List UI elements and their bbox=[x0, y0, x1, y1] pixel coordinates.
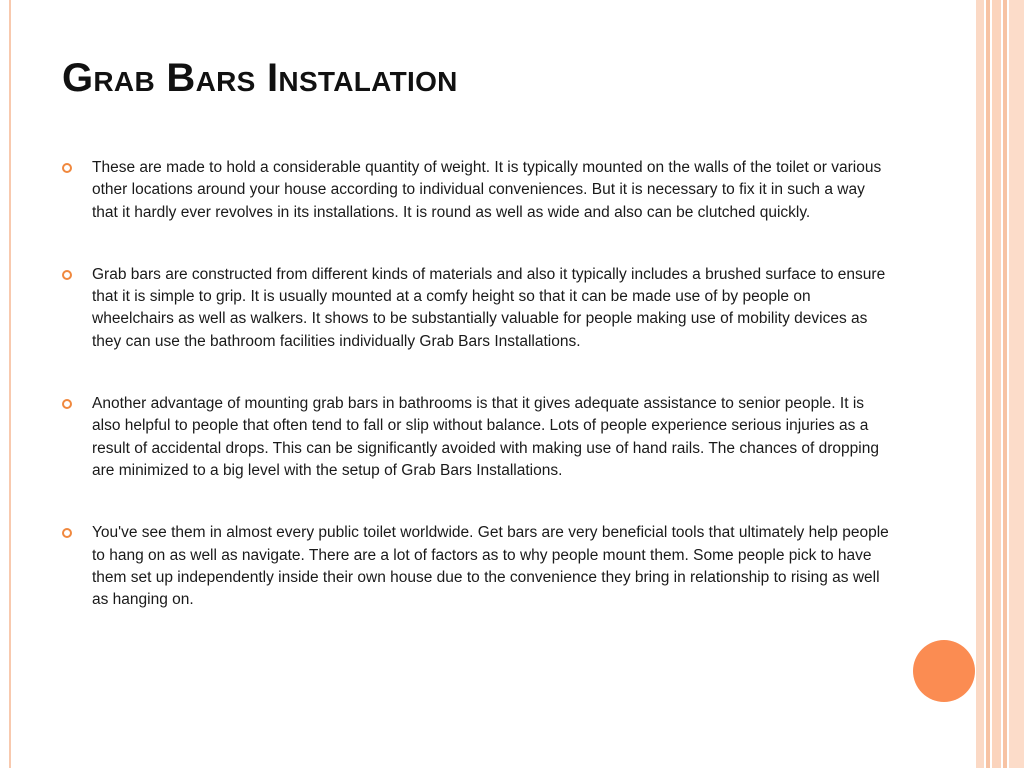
bullet-icon bbox=[62, 399, 72, 409]
left-frame-line bbox=[9, 0, 11, 768]
bullet-item bbox=[60, 522, 890, 611]
bullet-icon bbox=[62, 163, 72, 173]
right-stripe bbox=[992, 0, 1001, 768]
right-stripe bbox=[986, 0, 990, 768]
bullet-item bbox=[60, 157, 890, 224]
bullet-item bbox=[60, 393, 890, 482]
bullet-text: Another advantage of mounting grab bars in bathrooms is that it gives adequate assistance to senior people. It is also helpful to people that often tend to fall or slip without balance. Lots of people experience serious injuries as a result of accidental drops. This can be significantly avoided with making use of hand rails. The chances of dropping are minimized to a big level with the setup of Grab Bars Installations. bbox=[92, 395, 879, 479]
bullet-icon bbox=[62, 528, 72, 538]
bullet-item bbox=[60, 264, 890, 353]
bullet-text: You've see them in almost every public toilet worldwide. Get bars are very beneficial tools that ultimately help people to hang on as well as navigate. There are a lot of factors as to why people mount them. Some people pick to have them set up independently inside their own house due to the convenience they bring in relationship to rising as well as hanging on. bbox=[92, 524, 889, 609]
bullet-text: These are made to hold a considerable quantity of weight. It is typically mounted on the walls of the toilet or various other locations around your house according to individual conveniences. But it is necessary to fix it in such a way that it hardly ever revolves in its installations. It is round as well as wide and also can be clutched quickly. bbox=[92, 159, 882, 221]
slide-title: Grab Bars Instalation bbox=[62, 56, 458, 100]
bullet-list bbox=[60, 157, 890, 651]
right-stripe bbox=[1009, 0, 1024, 768]
bullet-icon bbox=[62, 270, 72, 280]
bullet-text: Grab bars are constructed from different kinds of materials and also it typically includes a brushed surface to ensure that it is simple to grip. It is usually mounted at a comfy height so that it can be made use of by people on wheelchairs as well as walkers. It shows to be substantially valuable for people making use of mobility devices as they can use the bathroom facilities individually Grab Bars Installations. bbox=[92, 265, 886, 350]
right-stripe bbox=[976, 0, 984, 768]
right-stripe bbox=[1003, 0, 1007, 768]
orange-circle-decoration bbox=[913, 640, 975, 702]
